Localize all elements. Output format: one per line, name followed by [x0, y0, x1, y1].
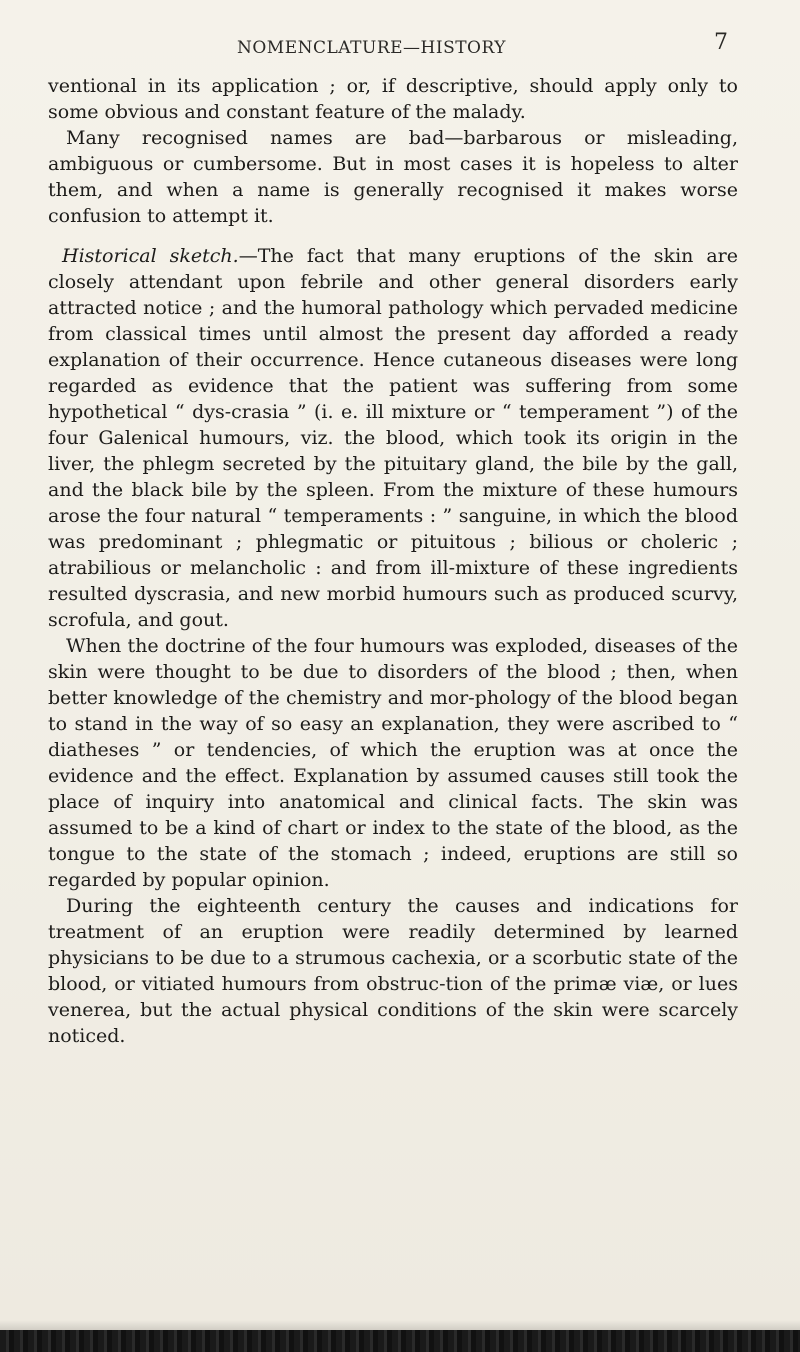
running-head	[0, 28, 800, 58]
page-bottom-edge	[0, 1330, 800, 1352]
heading-dash: —	[238, 245, 258, 267]
page-number: 7	[714, 30, 728, 55]
paragraph-doctrine: When the doctrine of the four humours was exploded, diseases of the skin were thought to be due to disorders of the blood ; then, when better knowledge of the chemistry and mor-phology of the blood began to stand in the way of so easy an explanation, they were ascribed to “ diatheses ” or tendencies, of which the eruption was at once the evidence and the effect. Explanation by assumed causes still took the place of inquiry into anatomical and clinical facts. The skin was assumed to be a kind of chart or index to the state of the blood, as the tongue to the state of the stomach ; indeed, eruptions are still so regarded by popular opinion.	[48, 635, 738, 891]
running-title: NOMENCLATURE—HISTORY	[237, 38, 506, 58]
paragraph-eighteenth-century: During the eighteenth century the causes and indications for treatment of an eruption were readily determined by learned physicians to be due to a strumous cachexia, or a scorbutic state of the blood, or vitiated humours from obstruc-tion of the primæ viæ, or lues venerea, but the actual physical conditions of the skin were scarcely noticed.	[48, 895, 738, 1047]
section-heading-historical: Historical sketch.	[62, 245, 239, 267]
paragraph-continuation: ventional in its application ; or, if descriptive, should apply only to some obvious and constant feature of the malady.	[48, 75, 738, 123]
paragraph-names: Many recognised names are bad—barbarous or misleading, ambiguous or cumbersome. But in most cases it is hopeless to alter them, and when a name is generally recognised it makes worse confusion to attempt it.	[48, 127, 738, 227]
body-text	[48, 73, 738, 1049]
page-bottom-shadow	[0, 1320, 800, 1330]
paragraph-historical	[48, 243, 738, 633]
paragraph-historical-text: The fact that many eruptions of the skin are closely attendant upon febrile and other general disorders early attracted notice ; and the humoral pathology which pervaded medicine from classical times until almost the present day afforded a ready explanation of their occurrence. Hence cutaneous diseases were long regarded as evidence that the patient was suffering from some hypothetical “ dys-crasia ” (i. e. ill mixture or “ temperament ”) of the four Galenical humours, viz. the blood, which took its origin in the liver, the phlegm secreted by the pituitary gland, the bile by the gall, and the black bile by the spleen. From the mixture of these humours arose the four natural “ temperaments : ” sanguine, in which the blood was predominant ; phlegmatic or pituitous ; bilious or choleric ; atrabilious or melancholic : and from ill-mixture of these ingredients resulted dyscrasia, and new morbid humours such as produced scurvy, scrofula, and gout.	[48, 245, 738, 631]
